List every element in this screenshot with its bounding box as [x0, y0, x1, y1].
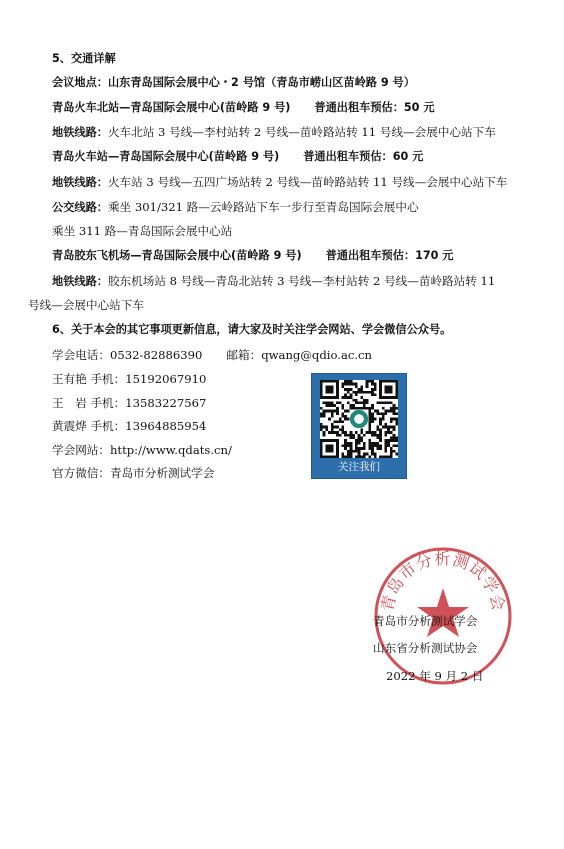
route2-taxi: 普通出租车预估：60 元	[303, 150, 424, 163]
section6-heading: 6、关于本会的其它事项更新信息，请大家及时关注学会网站、学会微信公众号。	[52, 323, 452, 336]
route2-metro-label: 地铁线路：	[52, 176, 108, 189]
society-phone: 学会电话：0532-82886390	[52, 348, 203, 362]
route2-metro-line	[52, 175, 507, 190]
contact-phone-email-line	[52, 348, 372, 362]
section5-heading: 5、交通详解	[52, 52, 116, 65]
route3-taxi: 普通出租车预估：170 元	[325, 249, 454, 262]
contact-person-3: 黄震烨 手机：13964885954	[52, 419, 207, 433]
route2-title: 青岛火车站—青岛国际会展中心(苗岭路 9 号)	[52, 150, 280, 163]
qr-caption: 关注我们	[338, 461, 380, 473]
route3-title: 青岛胶东飞机场—青岛国际会展中心(苗岭路 9 号)	[52, 249, 302, 262]
wechat-qr-card[interactable]	[311, 373, 407, 479]
route2-metro-value: 火车站 3 号线—五四广场站转 2 号线—苗岭路站转 11 号线—会展中心站下车	[107, 175, 508, 189]
signature-org1: 青岛市分析测试学会	[373, 614, 478, 628]
route1-title-line	[52, 101, 435, 115]
route3-title-line	[52, 249, 454, 263]
route2-bus-line	[52, 200, 419, 215]
contact-person-2: 王 岩 手机：13583227567	[52, 396, 207, 410]
venue-label: 会议地点：	[52, 76, 108, 89]
contact-person-1: 王有艳 手机：15192067910	[52, 372, 207, 386]
society-wechat: 官方微信：青岛市分析测试学会	[52, 466, 215, 480]
route3-metro-label: 地铁线路：	[52, 275, 108, 288]
route3-metro-value-1: 胶东机场站 8 号线—青岛北站转 3 号线—李村站转 2 号线—苗岭路站转 11	[107, 274, 496, 288]
venue-value: 山东青岛国际会展中心・2 号馆（青岛市崂山区苗岭路 9 号）	[107, 76, 415, 89]
route3-metro-value-2: 号线—会展中心站下车	[28, 298, 144, 312]
route2-bus-value-2: 乘坐 311 路—青岛国际会展中心站	[52, 224, 233, 238]
route3-metro-line	[52, 274, 495, 289]
route2-title-line	[52, 150, 423, 164]
route1-taxi: 普通出租车预估：50 元	[314, 101, 435, 114]
route1-metro-line	[52, 125, 496, 140]
signature-org2: 山东省分析测试协会	[373, 641, 478, 655]
qr-code-icon	[320, 380, 398, 458]
venue-line	[52, 76, 415, 90]
society-email: 邮箱：qwang@qdio.ac.cn	[226, 348, 372, 362]
route2-bus-label: 公交线路：	[52, 201, 108, 214]
route1-metro-value: 火车北站 3 号线—李村站转 2 号线—苗岭路站转 11 号线—会展中心站下车	[107, 125, 496, 139]
signature-date: 2022 年 9 月 2 日	[386, 669, 484, 683]
seal-text: 青岛市分析测试学会	[377, 548, 509, 613]
route1-title: 青岛火车北站—青岛国际会展中心(苗岭路 9 号)	[52, 101, 291, 114]
route1-metro-label: 地铁线路：	[52, 126, 108, 139]
society-website: 学会网站：http://www.qdats.cn/	[52, 443, 232, 457]
route2-bus-value-1: 乘坐 301/321 路—云岭路站下车一步行至青岛国际会展中心	[107, 200, 419, 214]
